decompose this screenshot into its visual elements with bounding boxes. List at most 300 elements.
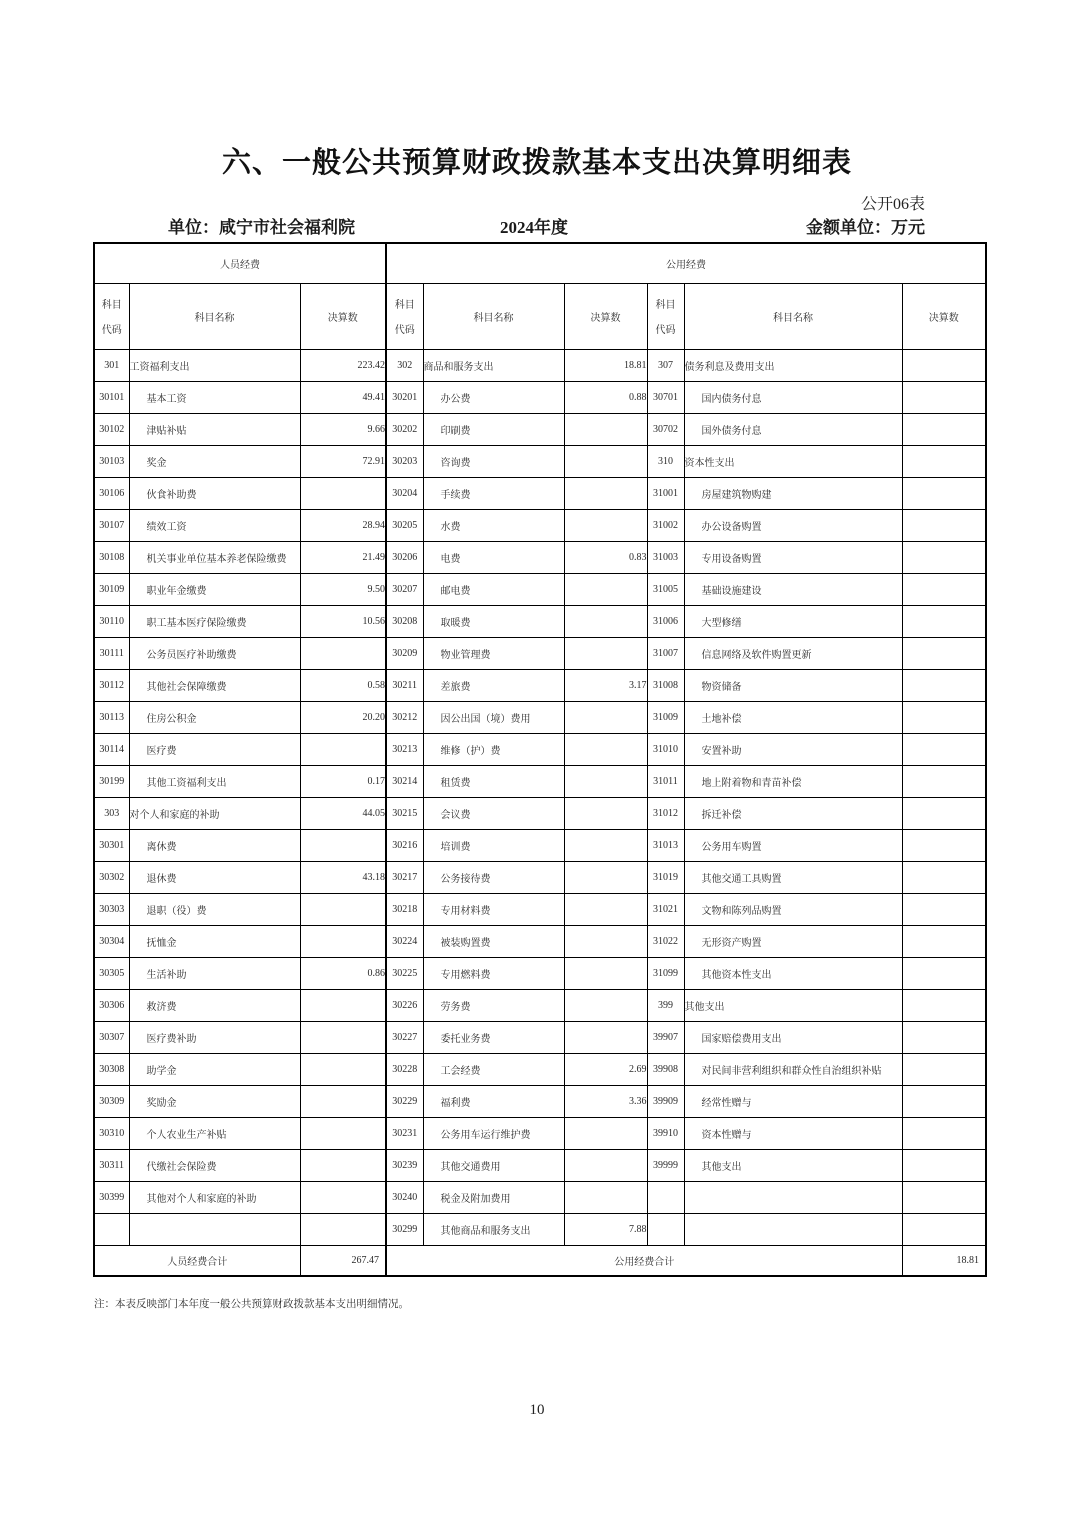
cell-code: 39909 [647, 1085, 684, 1117]
cell-name: 工资福利支出 [129, 349, 300, 381]
cell-amount [564, 893, 647, 925]
cell-code: 30212 [386, 701, 423, 733]
table-body [94, 349, 986, 1245]
cell-amount [902, 1117, 986, 1149]
cell-amount: 0.17 [300, 765, 386, 797]
cell-amount [300, 1053, 386, 1085]
code-header-line2: 代码 [655, 325, 676, 336]
cell-name: 对民间非营利组织和群众性自治组织补贴 [684, 1053, 902, 1085]
cell-code: 31021 [647, 893, 684, 925]
cell-name: 伙食补助费 [129, 477, 300, 509]
cell-code: 30109 [94, 573, 129, 605]
cell-name: 医疗费 [129, 733, 300, 765]
column-header-code [647, 283, 684, 349]
cell-amount [902, 477, 986, 509]
cell-code: 30227 [386, 1021, 423, 1053]
code-header-line2: 代码 [394, 325, 415, 336]
cell-code: 30228 [386, 1053, 423, 1085]
unit-label: 单位：咸宁市社会福利院 [168, 218, 355, 237]
cell-code: 30226 [386, 989, 423, 1021]
cell-amount [564, 765, 647, 797]
cell-name: 电费 [423, 541, 564, 573]
cell-code: 30208 [386, 605, 423, 637]
cell-amount: 223.42 [300, 349, 386, 381]
cell-name: 公务用车运行维护费 [423, 1117, 564, 1149]
cell-name: 工会经费 [423, 1053, 564, 1085]
cell-amount [902, 1085, 986, 1117]
cell-amount [564, 957, 647, 989]
cell-code: 30199 [94, 765, 129, 797]
public-total-label: 公用经费合计 [386, 1245, 902, 1276]
cell-code: 30213 [386, 733, 423, 765]
cell-name: 土地补偿 [684, 701, 902, 733]
cell-code: 30204 [386, 477, 423, 509]
cell-name: 文物和陈列品购置 [684, 893, 902, 925]
table-row [94, 349, 986, 381]
cell-name: 办公设备购置 [684, 509, 902, 541]
table-row [94, 477, 986, 509]
cell-code: 31002 [647, 509, 684, 541]
cell-code: 30306 [94, 989, 129, 1021]
cell-name: 其他社会保障缴费 [129, 669, 300, 701]
cell-name: 职业年金缴费 [129, 573, 300, 605]
group-header-row [94, 243, 986, 283]
cell-name: 其他商品和服务支出 [423, 1213, 564, 1245]
cell-amount [300, 1213, 386, 1245]
cell-name: 国外债务付息 [684, 413, 902, 445]
cell-amount [902, 413, 986, 445]
cell-name: 办公费 [423, 381, 564, 413]
cell-amount [902, 861, 986, 893]
cell-amount [564, 701, 647, 733]
cell-amount: 0.58 [300, 669, 386, 701]
cell-code: 30107 [94, 509, 129, 541]
table-row [94, 797, 986, 829]
cell-name: 基本工资 [129, 381, 300, 413]
cell-code: 302 [386, 349, 423, 381]
cell-amount [902, 541, 986, 573]
cell-name: 医疗费补助 [129, 1021, 300, 1053]
cell-amount [564, 925, 647, 957]
cell-code: 31001 [647, 477, 684, 509]
cell-name: 其他支出 [684, 989, 902, 1021]
cell-name: 劳务费 [423, 989, 564, 1021]
column-header-amount: 决算数 [564, 283, 647, 349]
table-note: 注：本表反映部门本年度一般公共预算财政拨款基本支出明细情况。 [94, 1299, 409, 1310]
cell-amount [902, 829, 986, 861]
cell-code: 30305 [94, 957, 129, 989]
cell-amount [564, 477, 647, 509]
cell-name: 绩效工资 [129, 509, 300, 541]
cell-amount [564, 1149, 647, 1181]
cell-amount [564, 829, 647, 861]
cell-amount [902, 1181, 986, 1213]
cell-code: 31012 [647, 797, 684, 829]
cell-amount [564, 573, 647, 605]
cell-code: 301 [94, 349, 129, 381]
cell-code: 30111 [94, 637, 129, 669]
cell-amount [902, 605, 986, 637]
cell-amount: 0.86 [300, 957, 386, 989]
cell-amount [902, 765, 986, 797]
cell-code: 30112 [94, 669, 129, 701]
page-title: 六、一般公共预算财政拨款基本支出决算明细表 [221, 147, 852, 179]
year-label: 2024年度 [500, 218, 568, 237]
cell-name [684, 1213, 902, 1245]
table-row [94, 701, 986, 733]
cell-name [129, 1213, 300, 1245]
cell-name: 退休费 [129, 861, 300, 893]
column-header-name: 科目名称 [129, 283, 300, 349]
cell-code: 30207 [386, 573, 423, 605]
cell-amount: 72.91 [300, 445, 386, 477]
cell-amount: 3.17 [564, 669, 647, 701]
group-header-public: 公用经费 [386, 243, 986, 283]
cell-name: 印刷费 [423, 413, 564, 445]
cell-amount [564, 989, 647, 1021]
cell-code [647, 1213, 684, 1245]
column-header-amount: 决算数 [902, 283, 986, 349]
cell-amount: 10.56 [300, 605, 386, 637]
cell-code: 30216 [386, 829, 423, 861]
cell-name: 取暖费 [423, 605, 564, 637]
cell-code: 30215 [386, 797, 423, 829]
cell-amount: 9.50 [300, 573, 386, 605]
cell-amount [300, 989, 386, 1021]
cell-name: 机关事业单位基本养老保险缴费 [129, 541, 300, 573]
cell-amount [902, 797, 986, 829]
cell-amount [564, 861, 647, 893]
cell-code: 30114 [94, 733, 129, 765]
table-row [94, 1117, 986, 1149]
table-row [94, 445, 986, 477]
cell-name: 住房公积金 [129, 701, 300, 733]
cell-code: 30209 [386, 637, 423, 669]
cell-amount [902, 1021, 986, 1053]
table-row [94, 669, 986, 701]
cell-code: 310 [647, 445, 684, 477]
cell-amount: 7.88 [564, 1213, 647, 1245]
cell-amount [564, 605, 647, 637]
cell-name: 无形资产购置 [684, 925, 902, 957]
cell-amount [300, 1021, 386, 1053]
cell-name: 被装购置费 [423, 925, 564, 957]
cell-code: 30101 [94, 381, 129, 413]
meta-row [0, 213, 1074, 237]
cell-name: 大型修缮 [684, 605, 902, 637]
cell-amount [300, 925, 386, 957]
cell-code: 30224 [386, 925, 423, 957]
cell-code: 30309 [94, 1085, 129, 1117]
cell-code: 30304 [94, 925, 129, 957]
cell-code: 30702 [647, 413, 684, 445]
cell-name: 公务员医疗补助缴费 [129, 637, 300, 669]
cell-name: 其他支出 [684, 1149, 902, 1181]
cell-name: 个人农业生产补贴 [129, 1117, 300, 1149]
cell-amount [564, 797, 647, 829]
cell-name: 国内债务付息 [684, 381, 902, 413]
column-header-amount: 决算数 [300, 283, 386, 349]
cell-name: 物业管理费 [423, 637, 564, 669]
code-header-line1: 科目 [101, 300, 122, 311]
cell-amount [564, 413, 647, 445]
cell-amount [902, 989, 986, 1021]
form-number: 公开06表 [860, 196, 925, 213]
cell-name: 其他工资福利支出 [129, 765, 300, 797]
cell-code [94, 1213, 129, 1245]
column-header-code [386, 283, 423, 349]
cell-code: 31007 [647, 637, 684, 669]
cell-code: 31006 [647, 605, 684, 637]
public-total-value: 18.81 [902, 1245, 986, 1276]
table-row [94, 829, 986, 861]
cell-amount: 9.66 [300, 413, 386, 445]
cell-name: 委托业务费 [423, 1021, 564, 1053]
cell-name: 离休费 [129, 829, 300, 861]
cell-code: 30239 [386, 1149, 423, 1181]
cell-amount [902, 1053, 986, 1085]
cell-amount: 0.88 [564, 381, 647, 413]
cell-code: 30217 [386, 861, 423, 893]
cell-name: 安置补助 [684, 733, 902, 765]
cell-code: 39910 [647, 1117, 684, 1149]
cell-name: 咨询费 [423, 445, 564, 477]
cell-amount [300, 1149, 386, 1181]
cell-code: 31008 [647, 669, 684, 701]
cell-code: 30399 [94, 1181, 129, 1213]
cell-name: 专用设备购置 [684, 541, 902, 573]
cell-amount [564, 509, 647, 541]
cell-amount: 28.94 [300, 509, 386, 541]
cell-code: 30240 [386, 1181, 423, 1213]
cell-amount [902, 925, 986, 957]
cell-name: 租赁费 [423, 765, 564, 797]
cell-name: 物资储备 [684, 669, 902, 701]
table-row [94, 541, 986, 573]
table-row [94, 573, 986, 605]
cell-code: 30103 [94, 445, 129, 477]
code-header-line1: 科目 [394, 300, 415, 311]
personnel-total-value: 267.47 [300, 1245, 386, 1276]
cell-name: 其他交通工具购置 [684, 861, 902, 893]
table-row [94, 765, 986, 797]
table-row [94, 1021, 986, 1053]
cell-amount: 20.20 [300, 701, 386, 733]
table-row [94, 733, 986, 765]
cell-amount [300, 477, 386, 509]
column-header-name: 科目名称 [423, 283, 564, 349]
cell-name: 生活补助 [129, 957, 300, 989]
cell-code: 30108 [94, 541, 129, 573]
cell-code: 30106 [94, 477, 129, 509]
cell-amount [564, 1181, 647, 1213]
cell-code: 30231 [386, 1117, 423, 1149]
cell-code: 30701 [647, 381, 684, 413]
cell-code: 30302 [94, 861, 129, 893]
cell-code: 30206 [386, 541, 423, 573]
cell-code [647, 1181, 684, 1213]
cell-code: 30201 [386, 381, 423, 413]
cell-amount [300, 829, 386, 861]
cell-name: 资本性支出 [684, 445, 902, 477]
cell-amount [902, 701, 986, 733]
cell-amount [564, 733, 647, 765]
cell-amount [902, 573, 986, 605]
cell-amount: 44.05 [300, 797, 386, 829]
table-footer-row [94, 1245, 986, 1276]
cell-code: 30205 [386, 509, 423, 541]
code-header-line1: 科目 [655, 300, 676, 311]
cell-code: 30308 [94, 1053, 129, 1085]
table-row [94, 1085, 986, 1117]
cell-name: 救济费 [129, 989, 300, 1021]
cell-amount [902, 445, 986, 477]
cell-code: 303 [94, 797, 129, 829]
cell-name: 代缴社会保险费 [129, 1149, 300, 1181]
cell-name: 拆迁补偿 [684, 797, 902, 829]
page-number: 10 [529, 1402, 545, 1418]
cell-code: 30311 [94, 1149, 129, 1181]
cell-amount [300, 733, 386, 765]
cell-name [684, 1181, 902, 1213]
cell-name: 商品和服务支出 [423, 349, 564, 381]
cell-amount [902, 957, 986, 989]
table-row [94, 381, 986, 413]
cell-amount [300, 1117, 386, 1149]
cell-amount [300, 637, 386, 669]
cell-amount [902, 893, 986, 925]
cell-code: 31010 [647, 733, 684, 765]
cell-code: 31013 [647, 829, 684, 861]
cell-name: 信息网络及软件购置更新 [684, 637, 902, 669]
group-header-personnel: 人员经费 [94, 243, 386, 283]
cell-code: 31019 [647, 861, 684, 893]
cell-name: 债务利息及费用支出 [684, 349, 902, 381]
cell-name: 公务用车购置 [684, 829, 902, 861]
cell-amount [564, 637, 647, 669]
cell-amount [300, 1085, 386, 1117]
table-row [94, 989, 986, 1021]
table-row [94, 509, 986, 541]
cell-amount: 2.69 [564, 1053, 647, 1085]
cell-code: 30310 [94, 1117, 129, 1149]
table-row [94, 1181, 986, 1213]
cell-name: 公务接待费 [423, 861, 564, 893]
cell-name: 抚恤金 [129, 925, 300, 957]
cell-code: 30229 [386, 1085, 423, 1117]
cell-name: 职工基本医疗保险缴费 [129, 605, 300, 637]
cell-code: 30203 [386, 445, 423, 477]
cell-code: 31009 [647, 701, 684, 733]
table-row [94, 1053, 986, 1085]
cell-amount [902, 1213, 986, 1245]
cell-amount [564, 445, 647, 477]
cell-name: 其他资本性支出 [684, 957, 902, 989]
code-header-line2: 代码 [101, 325, 122, 336]
cell-name: 水费 [423, 509, 564, 541]
cell-amount [902, 733, 986, 765]
cell-name: 手续费 [423, 477, 564, 509]
cell-amount: 3.36 [564, 1085, 647, 1117]
cell-code: 39907 [647, 1021, 684, 1053]
cell-code: 30211 [386, 669, 423, 701]
cell-name: 因公出国（境）费用 [423, 701, 564, 733]
cell-name: 地上附着物和青苗补偿 [684, 765, 902, 797]
cell-amount [902, 349, 986, 381]
cell-code: 399 [647, 989, 684, 1021]
cell-code: 30214 [386, 765, 423, 797]
cell-name: 培训费 [423, 829, 564, 861]
column-header-name: 科目名称 [684, 283, 902, 349]
cell-code: 30202 [386, 413, 423, 445]
cell-code: 30218 [386, 893, 423, 925]
cell-amount: 43.18 [300, 861, 386, 893]
cell-name: 对个人和家庭的补助 [129, 797, 300, 829]
cell-code: 30307 [94, 1021, 129, 1053]
cell-code: 30301 [94, 829, 129, 861]
cell-code: 30225 [386, 957, 423, 989]
column-header-code [94, 283, 129, 349]
cell-amount [564, 1021, 647, 1053]
table-row [94, 861, 986, 893]
cell-code: 31022 [647, 925, 684, 957]
cell-code: 307 [647, 349, 684, 381]
cell-name: 差旅费 [423, 669, 564, 701]
cell-name: 房屋建筑物购建 [684, 477, 902, 509]
cell-name: 津贴补贴 [129, 413, 300, 445]
cell-code: 31011 [647, 765, 684, 797]
table-row [94, 637, 986, 669]
cell-name: 国家赔偿费用支出 [684, 1021, 902, 1053]
cell-amount [902, 669, 986, 701]
table-row [94, 925, 986, 957]
cell-name: 奖励金 [129, 1085, 300, 1117]
cell-amount [564, 1117, 647, 1149]
budget-table [93, 242, 987, 1277]
cell-name: 专用燃料费 [423, 957, 564, 989]
cell-amount [902, 637, 986, 669]
personnel-total-label: 人员经费合计 [94, 1245, 300, 1276]
cell-code: 39908 [647, 1053, 684, 1085]
table-row [94, 893, 986, 925]
table-row [94, 605, 986, 637]
cell-name: 福利费 [423, 1085, 564, 1117]
cell-code: 31003 [647, 541, 684, 573]
cell-code: 30303 [94, 893, 129, 925]
cell-amount [902, 509, 986, 541]
cell-name: 基础设施建设 [684, 573, 902, 605]
cell-amount: 18.81 [564, 349, 647, 381]
cell-code: 30102 [94, 413, 129, 445]
cell-code: 30113 [94, 701, 129, 733]
table-row [94, 1149, 986, 1181]
cell-amount: 49.41 [300, 381, 386, 413]
table-row [94, 957, 986, 989]
cell-name: 助学金 [129, 1053, 300, 1085]
cell-name: 奖金 [129, 445, 300, 477]
column-header-row [94, 283, 986, 349]
cell-code: 30110 [94, 605, 129, 637]
cell-name: 其他交通费用 [423, 1149, 564, 1181]
cell-amount [300, 893, 386, 925]
amount-unit-label: 金额单位：万元 [806, 218, 925, 237]
cell-amount: 21.49 [300, 541, 386, 573]
cell-name: 资本性赠与 [684, 1117, 902, 1149]
cell-amount [300, 1181, 386, 1213]
cell-name: 会议费 [423, 797, 564, 829]
cell-code: 31005 [647, 573, 684, 605]
cell-code: 31099 [647, 957, 684, 989]
